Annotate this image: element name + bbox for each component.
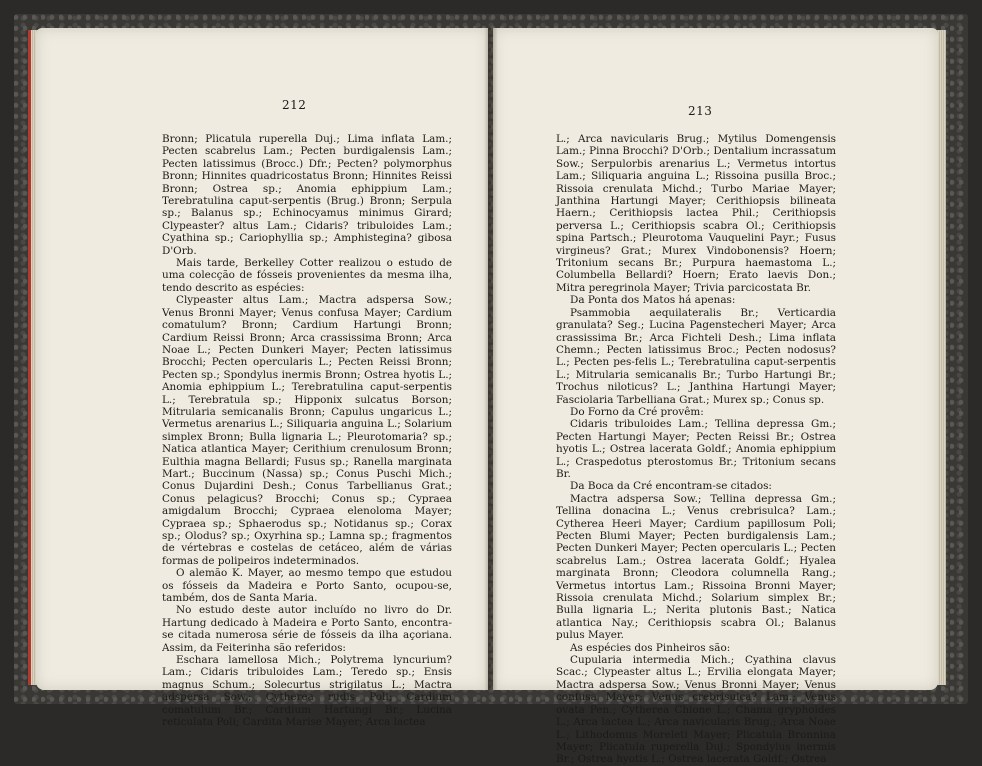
right-paragraph-2: Da Ponta dos Matos há apenas: [570, 294, 736, 307]
left-paragraph-5: No estudo deste autor incluído no livro do Dr. Hartung dedicado à Madeira e Porto Santo, encontra-se citada numerosa série de fósseis da ilha açoriana. Assim, da Feiterinha são referidos: [162, 604, 452, 654]
right-page-number: 213 [688, 104, 713, 118]
right-paragraph-1: L.; Arca navicularis Brug.; Mytilus Domengensis Lam.; Pinna Brocchi? D'Orb.; Dentalium incrassatum Sow.; Serpulorbis arenarius L.; Vermetus intortus Lam.; Siliquaria anguina L.; Rissoina pusilla Broc.; Rissoia crenulata Michd.; Turbo Mariae Mayer; Janthina Hartungi Mayer; Cerithiopsis bilineata Haern.; Cerithiopsis lactea Phil.; Cerithiopsis perversa L.; Cerithiopsis scabra Ol.; Cerithiopsis spina Partsch.; Pleurotoma Vauquelini Payr.; Fusus virgineus? Grat.; Murex Vindobonensis? Hoern; Tritonium secans Br.; Purpura haemastoma L.; Columbella Bellardi? Hoern; Erato laevis Don.; Mitra peregrinola Mayer; Trivia parcicostata Br. [556, 133, 836, 294]
left-paragraph-1: Bronn; Plicatula ruperella Duj.; Lima inflata Lam.; Pecten scabrelus Lam.; Pecten burdigalensis Lam.; Pecten latissimus (Brocc.) Dfr.; Pecten? polymorphus Bronn; Hinnites quadricostatus Bronn; Hinnites Reissi Bronn; Ostrea sp.; Anomia ephippium Lam.; Terebratulina caput-serpentis (Brug.) Bronn; Serpula sp.; Balanus sp.; Echinocyamus minimus Girard; Clypeaster? altus Lam.; Cidaris? tribuloides Lam.; Cyathina sp.; Cariophyllia sp.; Amphistegina? gibosa D'Orb. [162, 133, 452, 257]
left-paragraph-2: Mais tarde, Berkelley Cotter realizou o estudo de uma colecção de fósseis provenientes da mesma ilha, tendo descrito as espécies: [162, 257, 452, 294]
right-page-body [556, 133, 836, 766]
right-paragraph-3: Psammobia aequilateralis Br.; Verticardia granulata? Seg.; Lucina Pagenstecheri Mayer; Arca crassissima Br.; Arca Fichteli Desh.; Lima inflata Chemn.; Pecten latissimus Broc.; Pecten nodosus? L.; Pecten pes-felis L.; Terebratulina caput-serpentis L.; Mitrularia semicanalis Br.; Turbo Hartungi Br.; Trochus niloticus? L.; Janthina Hartungi Mayer; Fasciolaria Tarbelliana Grat.; Murex sp.; Conus sp. [556, 306, 836, 406]
right-paragraph-8: As espécies dos Pinheiros são: [570, 641, 731, 654]
left-paragraph-6: Eschara lamellosa Mich.; Polytrema lyncurium? Lam.; Cidaris tribuloides Lam.; Teredo sp.; Ensis magnus Schum.; Solecurtus strigilatus L.; Mactra adspersa Sow.; Cytherea rudis Poli; Cardium comatulum Br.; Cardium Hartungi Br.; Lucina reticulata Poli; Cardita Marise Mayer; Arca lactea [162, 654, 452, 729]
right-paragraph-5: Cidaris tribuloides Lam.; Tellina depressa Gm.; Pecten Hartungi Mayer; Pecten Reissi Br.; Ostrea hyotis L.; Ostrea lacerata Goldf.; Anomia ephippium L.; Craspedotus pterostomus Br.; Tritonium secans Br. [556, 418, 836, 480]
right-paragraph-7: Mactra adspersa Sow.; Tellina depressa Gm.; Tellina donacina L.; Venus crebrisulca? Lam.; Cytherea Heeri Mayer; Cardium papillosum Poli; Pecten Blumi Mayer; Pecten burdigalensis Lam.; Pecten Dunkeri Mayer; Pecten opercularis L.; Pecten scabrelus Lam.; Ostrea lacerata Goldf.; Hyalea marginata Bronn; Cleodora columnella Rang.; Vermetus intortus Lam.; Rissoina Bronni Mayer; Rissoia crenulata Michd.; Solarium simplex Br.; Bulla lignaria L.; Nerita plutonis Bast.; Natica atlantica Nay.; Cerithiopsis scabra Ol.; Balanus pulus Mayer. [556, 492, 836, 642]
left-paragraph-3: Clypeaster altus Lam.; Mactra adspersa Sow.; Venus Bronni Mayer; Venus confusa Mayer; Cardium comatulum? Bronn; Cardium Hartungi Bronn; Cardium Reissi Bronn; Arca crassissima Bronn; Arca Noae L.; Pecten Dunkeri Mayer; Pecten latissimus Brocchi; Pecten opercularis L.; Pecten Reissi Bronn; Pecten sp.; Spondylus inermis Bronn; Ostrea hyotis L.; Anomia ephippium L.; Terebratulina caput-serpentis L.; Terebratula sp.; Hipponix sulcatus Borson; Mitrularia semicanalis Bronn; Capulus ungaricus L.; Vermetus arenarius L.; Siliquaria anguina L.; Solarium simplex Bronn; Bulla lignaria L.; Pleurotomaria? sp.; Natica atlantica Mayer; Cerithium crenulosum Bronn; Eulthia magna Bellardi; Fusus sp.; Ranella marginata Mart.; Buccinum (Nassa) sp.; Conus Puschi Mich.; Conus Dujardini Desh.; Conus Tarbellianus Grat.; Conus pelagicus? Brocchi; Conus sp.; Cypraea amigdalum Brocchi; Cypraea elenoloma Mayer; Cypraea sp.; Sphaerodus sp.; Notidanus sp.; Corax sp.; Olodus? sp.; Oxyrhina sp.; Lamna sp.; fragmentos de vértebras e costelas de cetáceo, além de várias formas de polipeiros indeterminados. [162, 294, 452, 567]
left-paragraph-4: O alemão K. Mayer, ao mesmo tempo que estudou os fósseis da Madeira e Porto Santo, ocupou-se, também, dos de Santa Maria. [162, 567, 452, 605]
right-paragraph-6: Da Boca da Cré encontram-se citados: [570, 480, 772, 493]
book-gutter [484, 28, 498, 690]
left-page-number: 212 [282, 98, 307, 112]
left-page-body [162, 133, 452, 729]
right-paragraph-4: Do Forno da Cré provêm: [570, 405, 704, 418]
right-paragraph-9: Cupularia intermedia Mich.; Cyathina clavus Scac.; Clypeaster altus L.; Ervilia elongata Mayer; Mactra adspersa Sow.; Venus Bronni Mayer; Venus confusa Mayer; Venus crebrisulca? Lam.; Venus ovata Pen.; Cytherea Chione L.; Chama gryphoides L.; Arca lactea L.; Arca navicularis Brug.; Arca Noae L.; Lithodomus Moreleti Mayer; Plicatula Bronnina Mayer; Plicatula ruperella Duj.; Spondylus inermis Br.; Ostrea hyotis L.; Ostrea lacerata Goldf.; Ostrea [556, 654, 836, 766]
